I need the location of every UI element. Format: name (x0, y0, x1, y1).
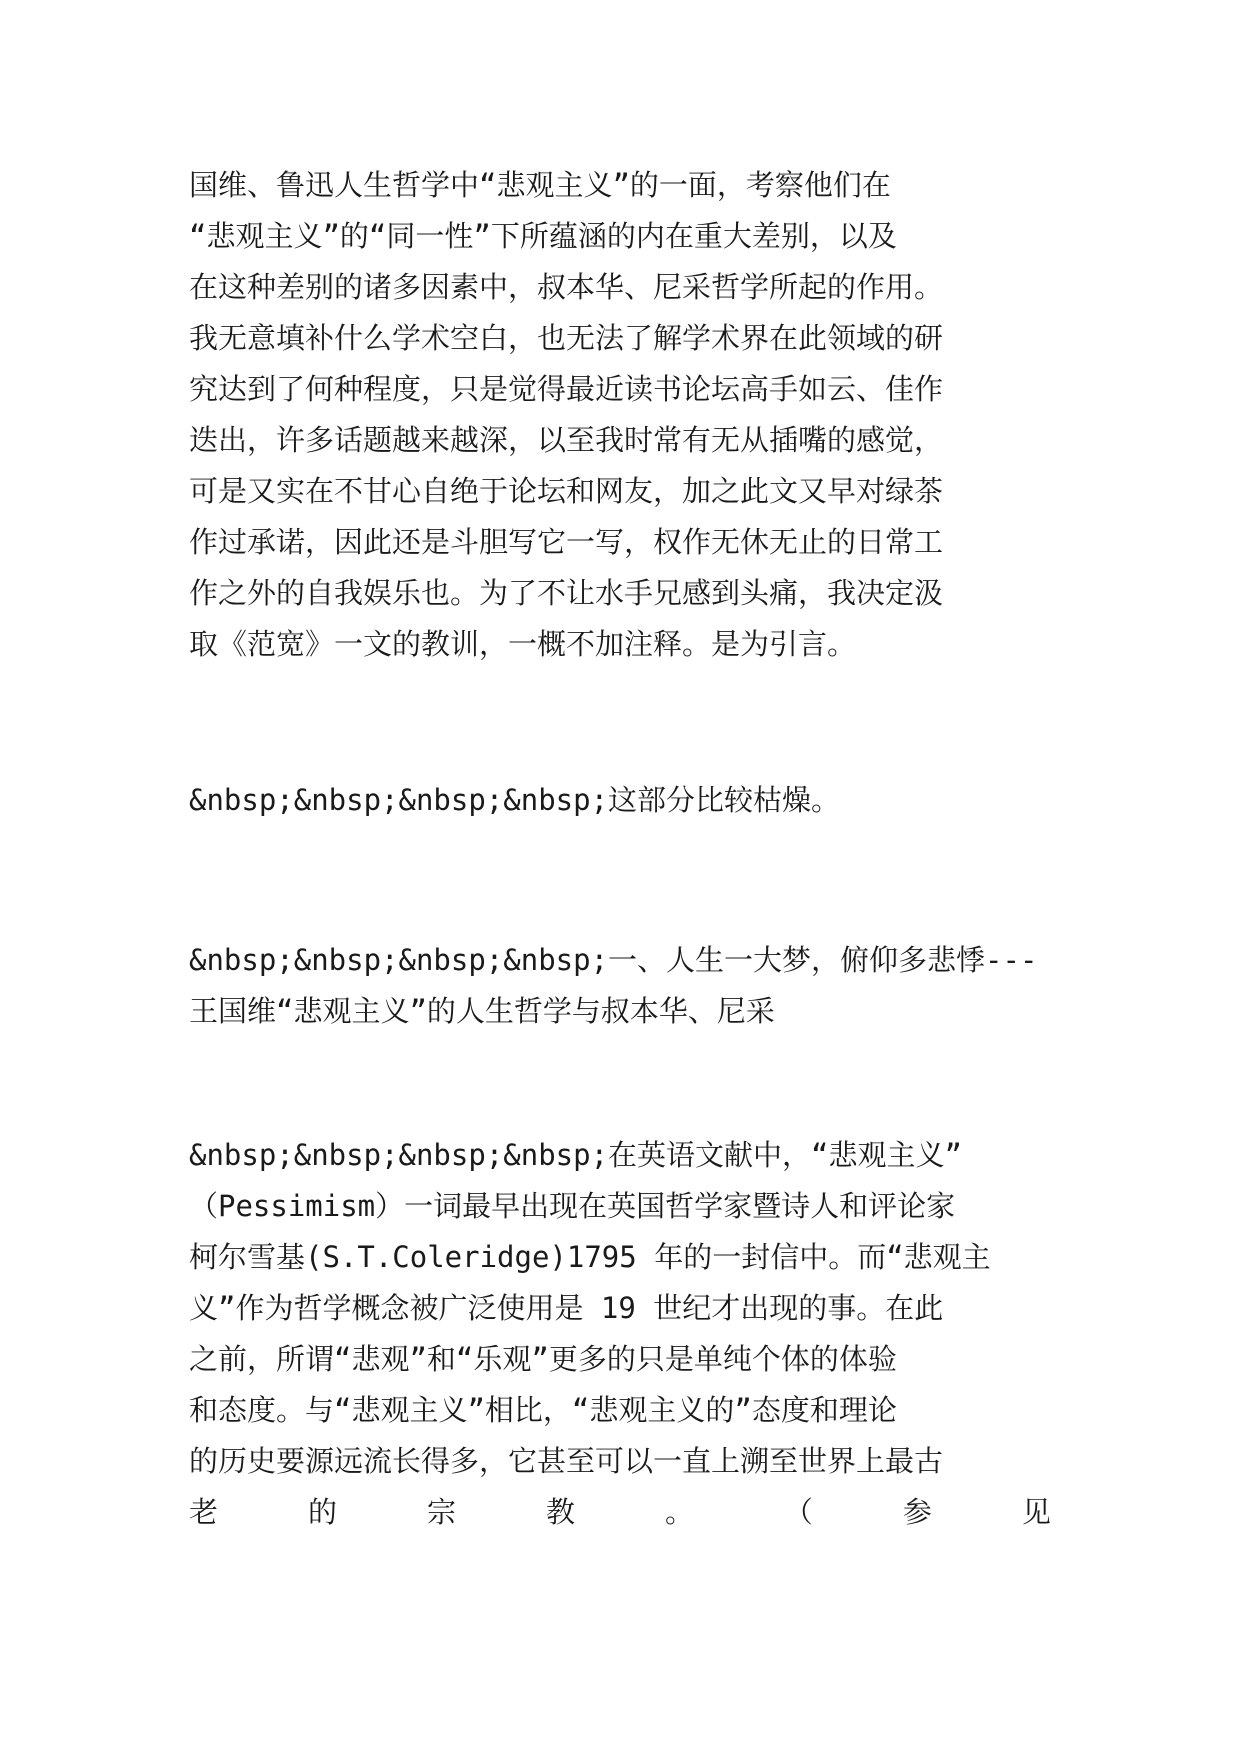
body-paragraph (189, 1130, 1051, 1538)
note-paragraph (189, 775, 1051, 826)
text-char: 参 (902, 1495, 932, 1529)
text-line: 义”作为哲学概念被广泛使用是 19 世纪才出现的事。在此 (189, 1291, 944, 1325)
text-char: 见 (1021, 1495, 1051, 1529)
text-line: 我无意填补什么学术空白，也无法了解学术界在此领域的研 (189, 321, 944, 355)
text-line: 取《范宽》一文的教训，一概不加注释。是为引言。 (189, 627, 857, 661)
text-line: &nbsp;&nbsp;&nbsp;&nbsp;在英语文献中，“悲观主义” (189, 1138, 962, 1172)
heading-line: 王国维“悲观主义”的人生哲学与叔本华、尼采 (189, 994, 775, 1028)
text-line: 在这种差别的诸多因素中，叔本华、尼采哲学所起的作用。 (189, 270, 944, 304)
text-char: 的 (307, 1495, 337, 1529)
intro-paragraph (189, 160, 1051, 670)
text-line: 可是又实在不甘心自绝于论坛和网友，加之此文又早对绿茶 (189, 474, 944, 508)
text-line: （Pessimism）一词最早出现在英国哲学家暨诗人和评论家 (189, 1189, 956, 1223)
text-char: （ (783, 1495, 813, 1529)
text-line: 迭出，许多话题越来越深，以至我时常有无从插嘴的感觉， (189, 423, 944, 457)
text-line: 究达到了何种程度，只是觉得最近读书论坛高手如云、佳作 (189, 372, 944, 406)
justified-last-line (189, 1487, 1051, 1538)
text-line: “悲观主义”的“同一性”下所蕴涵的内在重大差别，以及 (189, 219, 897, 253)
text-line: 和态度。与“悲观主义”相比，“悲观主义的”态度和理论 (189, 1393, 897, 1427)
text-char: 。 (664, 1495, 694, 1529)
text-char: 教 (545, 1495, 575, 1529)
text-line: 作过承诺，因此还是斗胆写它一写，权作无休无止的日常工 (189, 525, 944, 559)
text-char: 老 (189, 1495, 219, 1529)
text-line: &nbsp;&nbsp;&nbsp;&nbsp;这部分比较枯燥。 (189, 783, 841, 817)
heading-line: &nbsp;&nbsp;&nbsp;&nbsp;一、人生一大梦，俯仰多悲悸--- (189, 943, 1038, 977)
text-line: 之前，所谓“悲观”和“乐观”更多的只是单纯个体的体验 (189, 1342, 897, 1376)
text-line: 的历史要源远流长得多，它甚至可以一直上溯至世界上最古 (189, 1444, 944, 1478)
text-line: 柯尔雪基(S.T.Coleridge)1795 年的一封信中。而“悲观主 (189, 1240, 991, 1274)
section-heading (189, 935, 1051, 1037)
text-line: 作之外的自我娱乐也。为了不让水手兄感到头痛，我决定汲 (189, 576, 944, 610)
text-line: 国维、鲁迅人生哲学中“悲观主义”的一面，考察他们在 (189, 168, 891, 202)
text-char: 宗 (426, 1495, 456, 1529)
